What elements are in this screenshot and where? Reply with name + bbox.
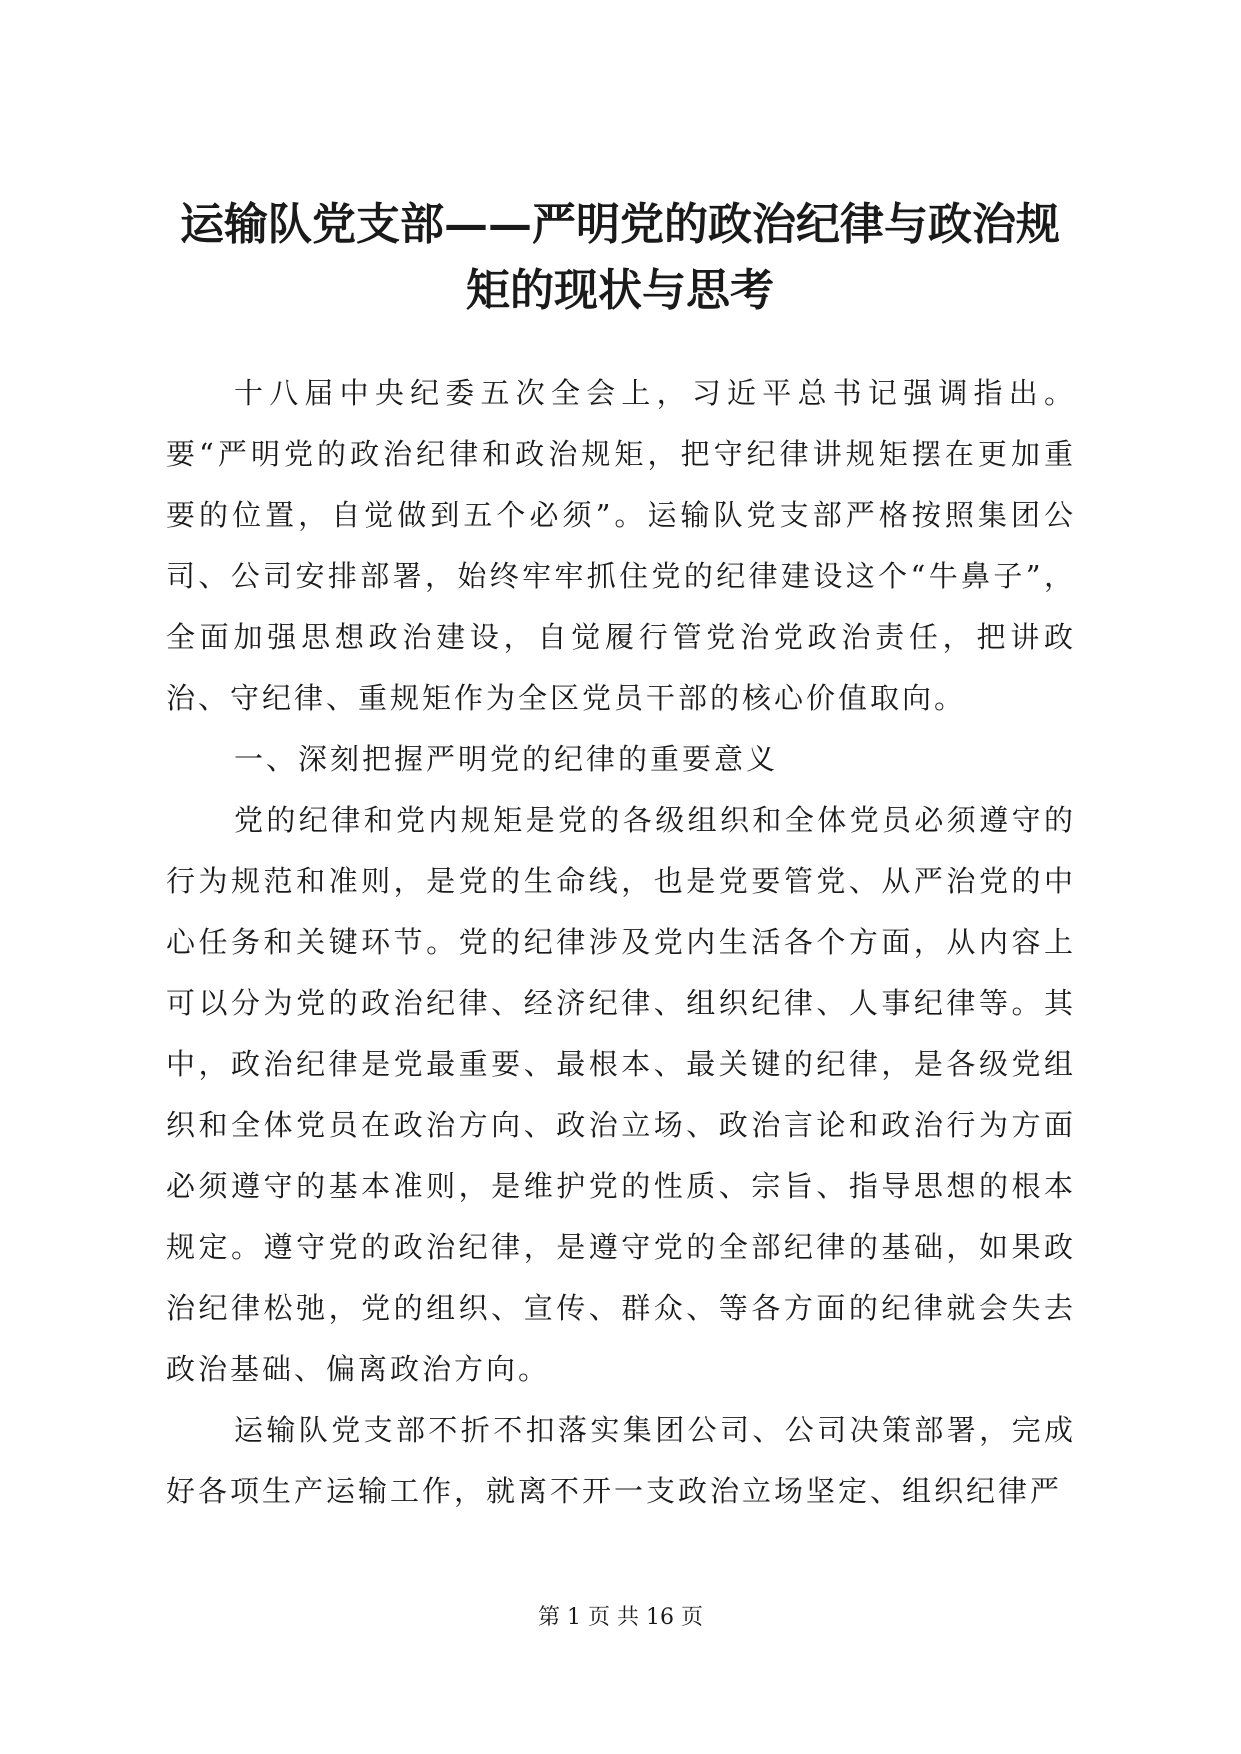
section-heading-1: 一、深刻把握严明党的纪律的重要意义	[234, 742, 779, 776]
paragraph-transport-team: 运输队党支部不折不扣落实集团公司、公司决策部署，完成好各项生产运输工作，就离不开一支政治立场坚定、组织纪律严	[166, 1413, 1076, 1508]
paragraph-intro: 十八届中央纪委五次全会上，习近平总书记强调指出。要“严明党的政治纪律和政治规矩，把守纪律讲规矩摆在更加重要的位置，自觉做到五个必须”。运输队党支部严格按照集团公司、公司安排部署，始终牢牢抓住党的纪律建设这个“牛鼻子”，全面加强思想政治建设，自觉履行管党治党政治责任，把讲政治、守纪律、重规矩作为全区党员干部的核心价值取向。	[166, 376, 1076, 715]
title-line-2: 矩的现状与思考	[466, 265, 774, 316]
page-number-footer: 第 1 页 共 16 页	[538, 1605, 703, 1630]
title-line-1: 运输队党支部——严明党的政治纪律与政治规	[180, 199, 1060, 250]
paragraph-discipline: 党的纪律和党内规矩是党的各级组织和全体党员必须遵守的行为规范和准则，是党的生命线，也是党要管党、从严治党的中心任务和关键环节。党的纪律涉及党内生活各个方面，从内容上可以分为党的政治纪律、经济纪律、组织纪律、人事纪律等。其中，政治纪律是党最重要、最根本、最关键的纪律，是各级党组织和全体党员在政治方向、政治立场、政治言论和政治行为方面必须遵守的基本准则，是维护党的性质、宗旨、指导思想的根本规定。遵守党的政治纪律，是遵守党的全部纪律的基础，如果政治纪律松弛，党的组织、宣传、群众、等各方面的纪律就会失去政治基础、偏离政治方向。	[166, 803, 1076, 1386]
document-title	[140, 192, 1100, 324]
document-body	[166, 363, 1076, 1522]
